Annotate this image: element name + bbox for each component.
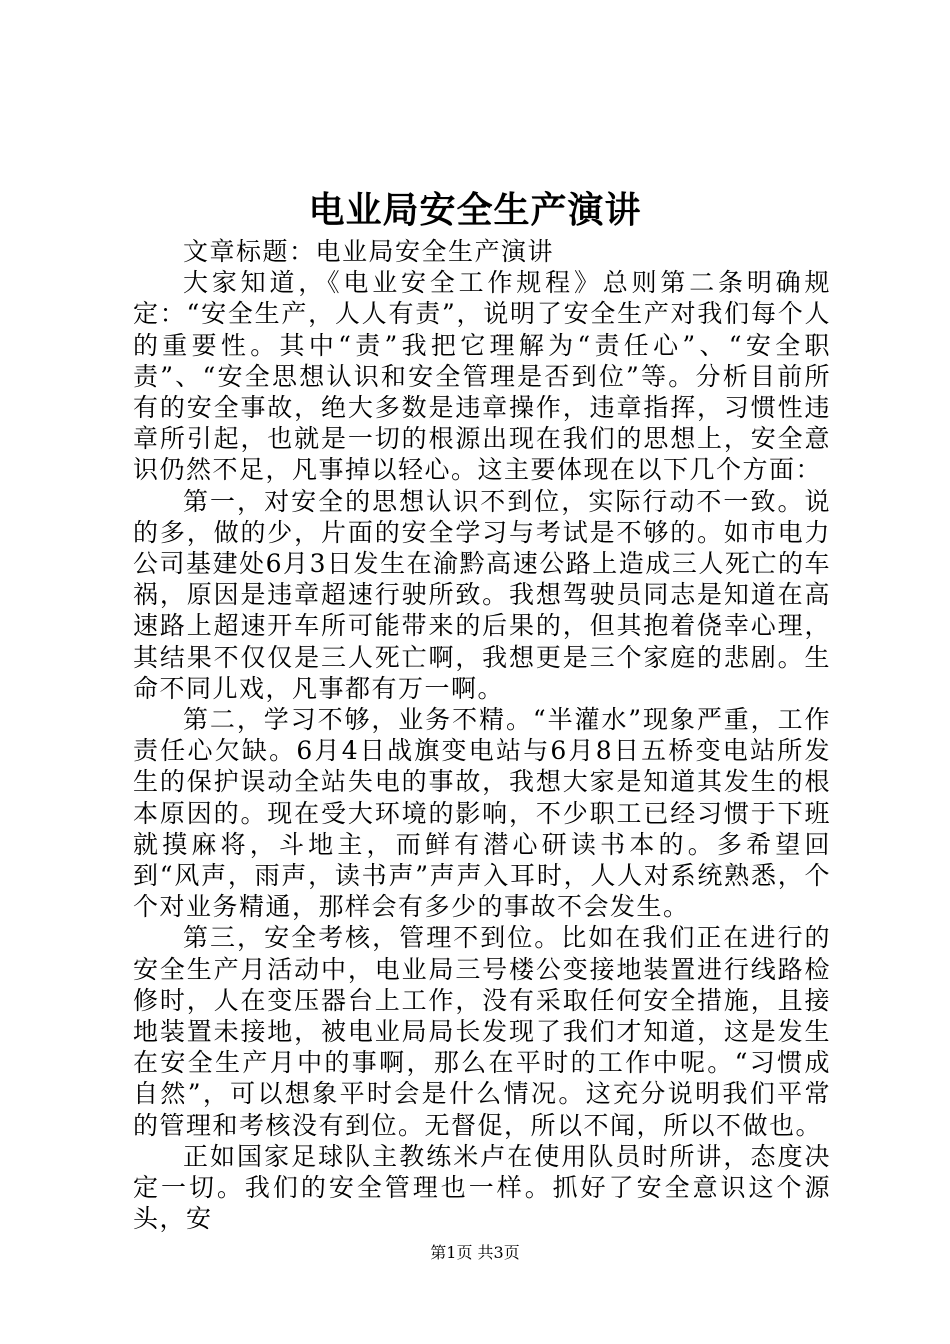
paragraph-second-point: 第二，学习不够，业务不精。“半灌水”现象严重，工作责任心欠缺。6月4日战旗变电站与6月8日五桥变电站所发生的保护误动全站失电的事故，我想大家是知道其发生的根本原因的。现在受大环境的影响，不少职工已经习惯于下班就摸麻将，斗地主，而鲜有潜心研读书本的。多希望回到“风声，雨声，读书声”声声入耳时，人人对系统熟悉，个个对业务精通，那样会有多少的事故不会发生。 xyxy=(133,705,831,922)
paragraph-article-title: 文章标题：电业局安全生产演讲 xyxy=(183,237,555,266)
paragraph-conclusion: 正如国家足球队主教练米卢在使用队员时所讲，态度决定一切。我们的安全管理也一样。抓好了安全意识这个源头，安 xyxy=(133,1141,831,1234)
paragraph-intro: 大家知道，《电业安全工作规程》总则第二条明确规定：“安全生产，人人有责”，说明了安全生产对我们每个人的重要性。其中“责”我把它理解为“责任心”、“安全职责”、“安全思想认识和安全管理是否到位”等。分析目前所有的安全事故，绝大多数是违章操作，违章指挥，习惯性违章所引起，也就是一切的根源出现在我们的思想上，安全意识仍然不足，凡事掉以轻心。这主要体现在以下几个方面： xyxy=(133,268,831,485)
paragraph-first-point: 第一，对安全的思想认识不到位，实际行动不一致。说的多，做的少，片面的安全学习与考试是不够的。如市电力公司基建处6月3日发生在渝黔高速公路上造成三人死亡的车祸，原因是违章超速行驶所致。我想驾驶员同志是知道在高速路上超速开车所可能带来的后果的，但其抱着侥幸心理，其结果不仅仅是三人死亡啊，我想更是三个家庭的悲剧。生命不同儿戏，凡事都有万一啊。 xyxy=(133,486,831,703)
paragraph-third-point: 第三，安全考核，管理不到位。比如在我们正在进行的安全生产月活动中，电业局三号楼公变接地装置进行线路检修时，人在变压器台上工作，没有采取任何安全措施，且接地装置未接地，被电业局局长发现了我们才知道，这是发生在安全生产月中的事啊，那么在平时的工作中呢。“习惯成自然”，可以想象平时会是什么情况。这充分说明我们平常的管理和考核没有到位。无督促，所以不闻，所以不做也。 xyxy=(133,923,831,1140)
page-number: 第1页 共3页 xyxy=(430,1243,520,1262)
document-body xyxy=(133,236,831,1235)
document-title: 电业局安全生产演讲 xyxy=(308,189,642,231)
